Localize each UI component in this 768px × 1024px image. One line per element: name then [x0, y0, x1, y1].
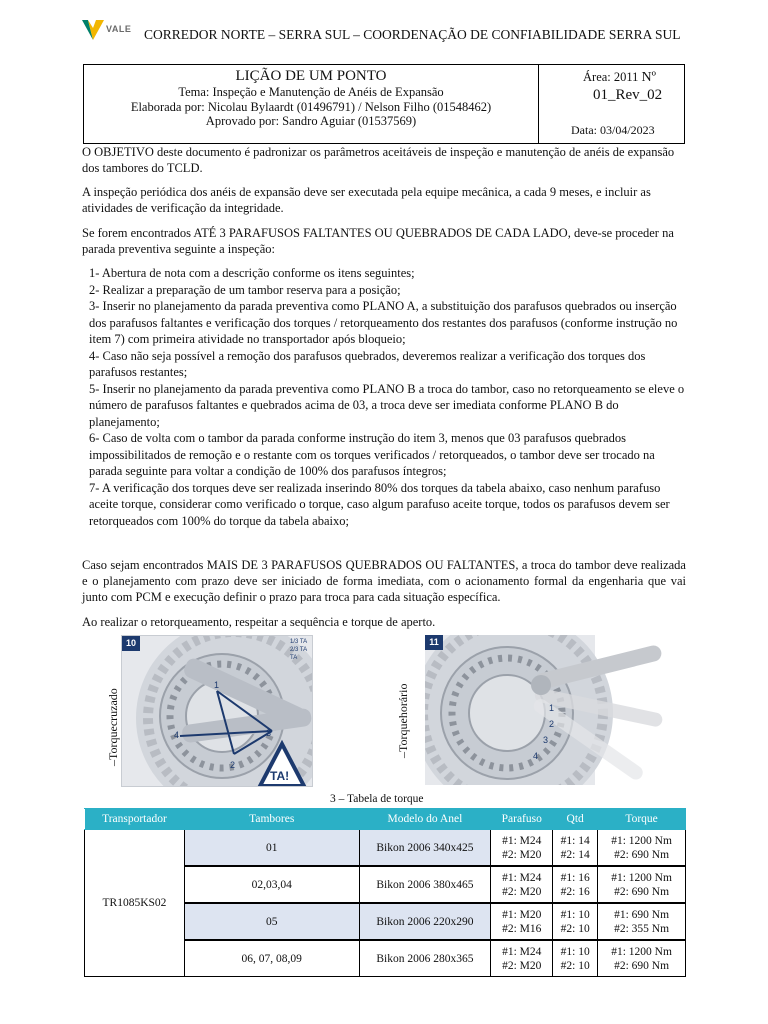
torque-legend: [290, 638, 313, 662]
area-value: Área: 2011: [583, 70, 639, 84]
figure-right-label: –Torquehorário: [396, 683, 410, 758]
column-header: Torque: [598, 809, 686, 830]
lesson-info-box: [83, 64, 685, 144]
lesson-meta: [539, 65, 684, 143]
tambores-cell: 06, 07, 08,09: [184, 940, 359, 977]
tambores-cell: 05: [184, 903, 359, 940]
parafuso-cell: [491, 866, 553, 903]
qtd-1: #1: 14: [560, 834, 590, 847]
torque-1: #1: 1200 Nm: [611, 871, 672, 884]
column-header: Qtd: [553, 809, 598, 830]
lesson-revision: 01_Rev_02: [593, 87, 663, 103]
gear-ring-illustration: [122, 636, 312, 786]
figure-left-label: –Torquecruzado: [106, 688, 120, 766]
column-header: Modelo do Anel: [359, 809, 491, 830]
list-item: 4- Caso não seja possível a remoção dos parafusos quebrados, deveremos realizar a verificação dos torques dos parafusos restantes;: [89, 348, 646, 379]
wrench-ring-illustration: [425, 635, 670, 785]
qtd-1: #1: 16: [560, 871, 590, 884]
seq-label: 4: [533, 751, 539, 761]
parafuso-cell: [491, 903, 553, 940]
figure-number: 11: [425, 635, 443, 650]
list-item: 5- Inserir no planejamento da parada preventiva como PLANO B a troca do tambor, caso no retorqueamento se eleve o número de parafusos faltantes e quebrados acima de 03, a troca deve ser imediata conforme PLANO B do planejamento;: [89, 381, 685, 429]
column-header: Transportador: [85, 809, 185, 830]
inspection-paragraph: [82, 184, 686, 216]
list-item: 1- Abertura de nota com a descrição conforme os itens seguintes;: [89, 266, 415, 280]
modelo-cell: Bikon 2006 220x290: [359, 903, 491, 940]
torque-1: #1: 1200 Nm: [611, 834, 672, 847]
replacement-text: Caso sejam encontrados MAIS DE 3 PARAFUSOS QUEBRADOS OU FALTANTES, a troca do tambor deve realizada e o planejamento com prazo deve ser iniciado de forma imediata, com o acionamento formal da engenharia que vai junto com PCM e execução definir o prazo para troca para cada situação específica.: [82, 558, 686, 604]
torque-2: #2: 690 Nm: [614, 885, 670, 898]
tambores-cell: 01: [184, 830, 359, 867]
condition-text: Se forem encontrados ATÉ 3 PARAFUSOS FALTANTES OU QUEBRADOS DE CADA LADO, deve-se proceder na parada preventiva seguinte a inspeção:: [82, 226, 674, 256]
figure-number: 10: [122, 636, 140, 651]
lesson-authors: Elaborada por: Nicolau Bylaardt (01496791) / Nelson Filho (01548462): [130, 99, 492, 114]
qtd-2: #2: 10: [560, 922, 590, 935]
lesson-date: Data: 03/04/2023: [571, 123, 655, 137]
legend-item: 2/3 TA: [290, 647, 308, 653]
lesson-details: [84, 65, 539, 143]
seq-label: 2: [230, 760, 236, 770]
objective-text: O OBJETIVO deste documento é padronizar os parâmetros aceitáveis de inspeção e manutenção de anéis de expansão dos tambores do TCLD.: [82, 145, 675, 175]
torque-2: #2: 690 Nm: [614, 959, 670, 972]
legend-item: TA: [290, 655, 298, 661]
page-header: [82, 26, 692, 43]
qtd-2: #2: 14: [560, 848, 590, 861]
seq-label: 1: [214, 680, 220, 690]
qtd-cell: [553, 866, 598, 903]
column-header: Tambores: [184, 809, 359, 830]
table-row: [85, 830, 686, 867]
parafuso-1: #1: M24: [502, 945, 542, 958]
objective-paragraph: [82, 144, 686, 176]
number-label: Nº: [641, 70, 656, 85]
tambores-cell: 02,03,04: [184, 866, 359, 903]
qtd-2: #2: 16: [560, 885, 590, 898]
parafuso-2: #2: M20: [502, 885, 542, 898]
modelo-cell: Bikon 2006 340x425: [359, 830, 491, 867]
torque-2: #2: 355 Nm: [614, 922, 670, 935]
torque-2: #2: 690 Nm: [614, 848, 670, 861]
cross-torque-figure: [121, 635, 313, 787]
lesson-theme: Tema: Inspeção e Manutenção de Anéis de Expansão: [178, 85, 444, 99]
table-header-row: [85, 809, 686, 830]
procedure-list: [89, 265, 685, 529]
qtd-1: #1: 10: [560, 908, 590, 921]
torque-cell: [598, 940, 686, 977]
legend-item: 1/3 TA: [290, 639, 308, 645]
parafuso-cell: [491, 940, 553, 977]
seq-label: 4: [174, 730, 180, 740]
torque-1: #1: 690 Nm: [614, 908, 670, 921]
parafuso-1: #1: M24: [502, 834, 542, 847]
qtd-cell: [553, 830, 598, 867]
parafuso-2: #2: M16: [502, 922, 542, 935]
seq-label: 2: [549, 719, 555, 729]
inspection-text: A inspeção periódica dos anéis de expansão deve ser executada pela equipe mecânica, a cada 9 meses, e incluir as atividades de verificação da integridade.: [82, 185, 651, 215]
seq-label: 1: [549, 703, 555, 713]
torque-1: #1: 1200 Nm: [611, 945, 672, 958]
lesson-title: LIÇÃO DE UM PONTO: [235, 68, 387, 84]
list-item: 6- Caso de volta com o tambor da parada conforme instrução do item 3, menos que 03 parafusos quebrados impossibilitados de remoção e o restante com os torques verificados / retorqueados, o tambor deve ser trocado na parada seguinte para voltar a condição de 100% dos parafusos íntegros;: [89, 431, 655, 478]
parafuso-1: #1: M20: [502, 908, 542, 921]
lesson-area: [583, 70, 656, 86]
list-item: 7- A verificação dos torques deve ser realizada inserindo 80% dos torques da tabela abaixo, caso nenhum parafuso aceite torque, considerar como verificado o torque, caso algum parafuso aceite torque, todos os parafusos devem ser retorqueados com 100% do torque da tabela abaixo;: [89, 480, 670, 528]
logo-text: VALE: [106, 24, 132, 34]
list-item: 2- Realizar a preparação de um tambor reserva para a posição;: [89, 282, 401, 297]
parafuso-2: #2: M20: [502, 959, 542, 972]
torque-table: [84, 808, 686, 977]
transportador-cell: TR1085KS02: [85, 830, 185, 977]
parafuso-cell: [491, 830, 553, 867]
clockwise-torque-figure: [425, 635, 670, 785]
seq-label: 3: [543, 735, 549, 745]
modelo-cell: Bikon 2006 280x365: [359, 940, 491, 977]
list-item: 3- Inserir no planejamento da parada preventiva como PLANO A, a substituição dos parafusos quebrados ou inserção dos parafusos faltantes e verificação dos torques / retorqueamento dos restantes dos parafusos (conforme instrução no item 7) com primeira atividade no transportador após bloqueio;: [89, 299, 678, 346]
modelo-cell: Bikon 2006 380x465: [359, 866, 491, 903]
torque-cell: [598, 903, 686, 940]
qtd-1: #1: 10: [560, 945, 590, 958]
qtd-2: #2: 10: [560, 959, 590, 972]
torque-badge: TA!: [270, 769, 290, 783]
torque-cell: [598, 866, 686, 903]
seq-label: 3: [266, 728, 272, 738]
header-title: CORREDOR NORTE – SERRA SUL – COORDENAÇÃO DE CONFIABILIDADE SERRA SUL: [144, 27, 681, 42]
replacement-paragraph: [82, 557, 686, 605]
lesson-approver: Aprovado por: Sandro Aguiar (01537569): [205, 114, 417, 128]
retorque-text: Ao realizar o retorqueamento, respeitar a sequência e torque de aperto.: [82, 615, 436, 629]
table-caption: 3 – Tabela de torque: [330, 793, 424, 805]
column-header: Parafuso: [491, 809, 553, 830]
parafuso-2: #2: M20: [502, 848, 542, 861]
torque-cell: [598, 830, 686, 867]
condition-paragraph: [82, 225, 686, 257]
parafuso-1: #1: M24: [502, 871, 542, 884]
retorque-paragraph: [82, 614, 686, 630]
qtd-cell: [553, 940, 598, 977]
qtd-cell: [553, 903, 598, 940]
